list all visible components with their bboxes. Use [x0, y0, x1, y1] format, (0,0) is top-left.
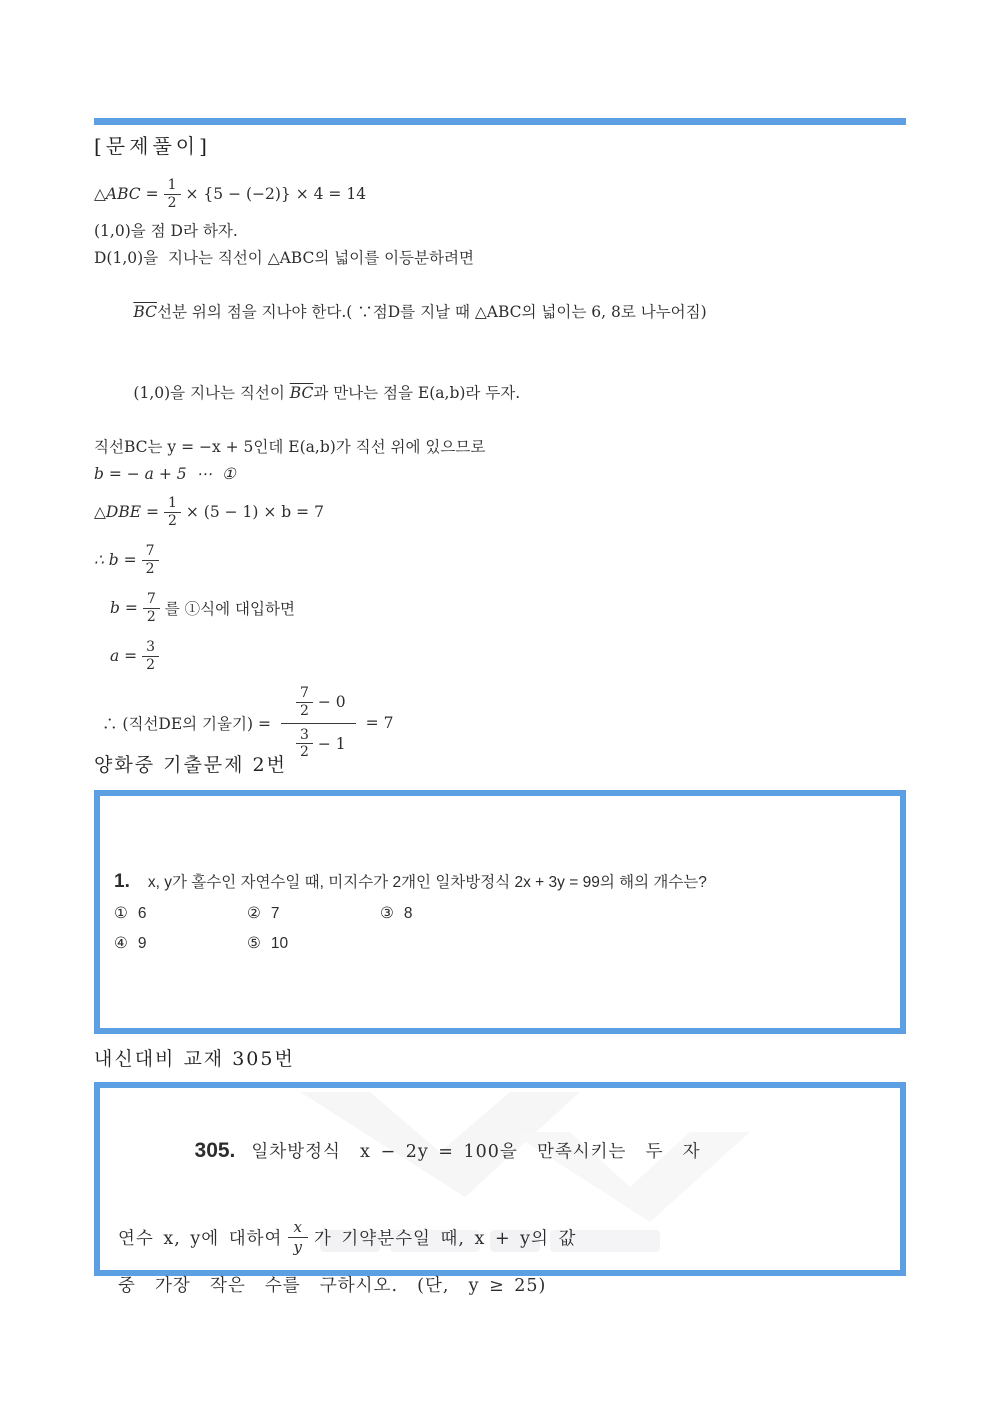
- equation-b: b = − a + 5 ⋯ ①: [94, 465, 236, 483]
- line-bc-segment: [94, 272, 906, 353]
- problem1-box: [94, 790, 906, 1034]
- slope-num-rest: − 0: [317, 693, 346, 712]
- fraction-x-over-y: $\frac{x}{y}$: [288, 1218, 307, 1257]
- equation-dbe-rhs: × (5 − 1) × b = 7: [185, 503, 324, 521]
- fraction-seven-halves: $\frac{7}{2}$: [142, 543, 159, 578]
- equation-dbe-area: [94, 488, 906, 536]
- solution-block: [94, 170, 906, 766]
- section1-title: 양화중 기출문제 2번: [94, 754, 287, 776]
- page-title: [문제풀이]: [94, 134, 211, 158]
- a-value-lhs: a =: [110, 647, 138, 665]
- problem305-line1: [118, 1100, 882, 1203]
- choice-5-marker: ⑤: [247, 935, 261, 952]
- line-e-pre: (1,0)을 지나는 직선이: [133, 384, 290, 402]
- line-e-definition: [94, 353, 906, 434]
- fraction-seven-halves-2: $\frac{7}{2}$: [143, 591, 160, 626]
- problem1-statement: [114, 870, 886, 893]
- problem305-line2-post: 가 기약분수일 때, x + y의 값: [313, 1228, 577, 1249]
- slope-result: = 7: [365, 714, 394, 732]
- fraction-three-halves-2: $\frac{3}{2}$: [296, 727, 313, 762]
- choice-2-marker: ②: [247, 905, 261, 922]
- equation-b-value: [94, 536, 906, 584]
- equation-a-value: [94, 632, 906, 680]
- choice-1: [114, 904, 247, 923]
- choices-row-1: [114, 904, 886, 923]
- equation-abc-area: [94, 170, 906, 218]
- slope-big-fraction: [281, 682, 356, 764]
- problem305-line1-text: 일차방정식 x − 2y = 100을 만족시키는 두 자: [251, 1142, 701, 1162]
- problem1-text: x, y가 홀수인 자연수일 때, 미지수가 2개인 일차방정식 2x + 3y = 99의 해의 개수는?: [147, 874, 707, 891]
- choice-1-marker: ①: [114, 905, 128, 922]
- line-point-d: (1,0)을 점 D라 하자.: [94, 222, 238, 240]
- content-column: [94, 0, 906, 1403]
- equation-rhs: × {5 − (−2)} × 4 = 14: [185, 185, 367, 203]
- subst-lhs: b =: [110, 599, 138, 617]
- choice-5-value: 10: [270, 935, 289, 952]
- slope-label: ∴ (직선DE의 기울기) =: [102, 715, 271, 733]
- overline-bc-2: $\overline{BC}$: [289, 384, 314, 402]
- line-bisect: D(1,0)을 지나는 직선이 △ABC의 넓이를 이등분하려면: [94, 249, 474, 267]
- choice-3: [380, 904, 513, 923]
- problem305-line3: 중 가장 작은 수를 구하시오. (단, y ≥ 25): [118, 1276, 547, 1296]
- choice-5: [247, 934, 380, 953]
- problem305-box: [94, 1082, 906, 1296]
- fraction-one-half: $\frac{1}{2}$: [164, 177, 181, 212]
- fraction-three-halves: $\frac{3}{2}$: [142, 639, 159, 674]
- problem305-number: 305.: [194, 1139, 236, 1162]
- overline-bc: $\overline{BC}$: [133, 303, 157, 321]
- choice-4: [114, 934, 247, 953]
- problem1-number: 1.: [114, 871, 130, 892]
- choice-4-marker: ④: [114, 935, 128, 952]
- choices-row-2: [114, 934, 886, 953]
- substitution-line: [94, 584, 906, 632]
- top-divider: [94, 118, 906, 125]
- problem305-line2-pre: 연수 x, y에 대하여: [118, 1228, 283, 1249]
- slope-den-rest: − 1: [317, 734, 346, 753]
- subst-rhs: 를 ①식에 대입하면: [164, 600, 295, 618]
- line-bc-rest: 선분 위의 점을 지나야 한다.( ∵점D를 지날 때 △ABC의 넓이는 6, 8로 나누어짐): [156, 303, 707, 321]
- line-bc-equation: 직선BC는 y = −x + 5인데 E(a,b)가 직선 위에 있으므로: [94, 438, 486, 456]
- section2-title: 내신대비 교재 305번: [94, 1048, 295, 1070]
- choice-4-value: 9: [137, 935, 147, 952]
- slope-denominator: [281, 724, 356, 765]
- choice-2: [247, 904, 380, 923]
- slope-numerator: [281, 682, 356, 724]
- b-value-lhs: ∴ b =: [94, 551, 137, 569]
- choice-3-value: 8: [403, 905, 413, 922]
- problem305-line2: [118, 1211, 882, 1263]
- choice-3-marker: ③: [380, 905, 394, 922]
- equation-lhs: △ABC =: [94, 185, 159, 203]
- choice-1-value: 6: [137, 905, 147, 922]
- choice-2-value: 7: [270, 905, 280, 922]
- fraction-seven-halves-3: $\frac{7}{2}$: [296, 685, 313, 720]
- fraction-one-half-2: $\frac{1}{2}$: [164, 495, 181, 530]
- equation-dbe-lhs: △DBE =: [94, 503, 159, 521]
- line-e-post: 과 만나는 점을 E(a,b)라 두자.: [313, 384, 521, 402]
